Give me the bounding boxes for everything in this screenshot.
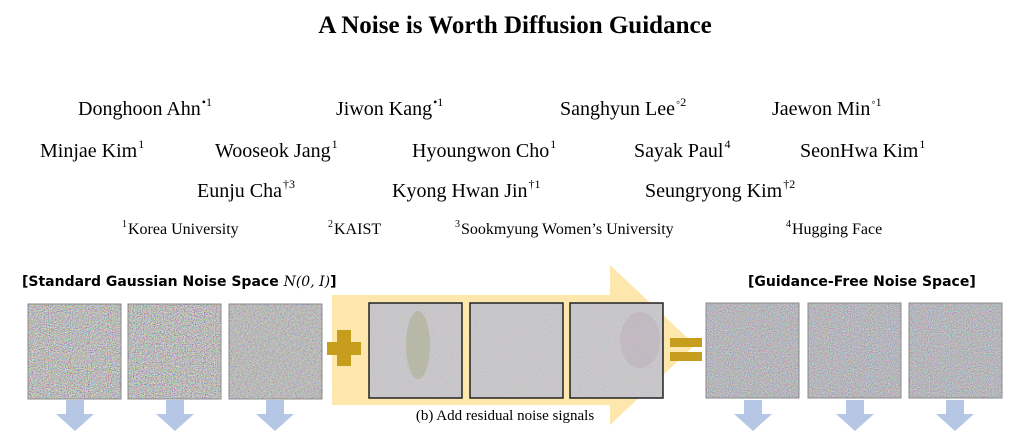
figure-caption: (b) Add residual noise signals xyxy=(415,408,595,424)
guidance-free-tile-2 xyxy=(808,303,901,398)
author-hyoungwon-cho: Hyoungwon Cho$^1$ xyxy=(412,137,557,162)
down-arrow-icon xyxy=(734,400,772,431)
gaussian-noise-tile-2 xyxy=(128,304,221,399)
paper-title: A Noise is Worth Diffusion Guidance xyxy=(318,12,712,39)
author-wooseok-jang: Wooseok Jang$^1$ xyxy=(215,137,338,162)
author-jaewon-min: Jaewon Min$^{◦1}$ xyxy=(772,95,882,120)
affiliation-3: $^3$Sookmyung Women’s University xyxy=(455,219,674,238)
guidance-free-tile-1 xyxy=(706,303,799,398)
guidance-free-tile-3 xyxy=(909,303,1002,398)
author-kyong-hwan-jin: Kyong Hwan Jin$^{\dagger 1}$ xyxy=(392,177,541,202)
author-eunju-cha: Eunju Cha$^{\dagger 3}$ xyxy=(197,177,295,202)
author-minjae-kim: Minjae Kim$^1$ xyxy=(40,137,145,162)
author-donghoon-ahn: Donghoon Ahn$^{•1}$ xyxy=(78,95,212,120)
residual-tile-2 xyxy=(470,303,563,398)
gaussian-noise-tile-1 xyxy=(28,304,121,399)
residual-shade-hint xyxy=(620,312,660,368)
affiliation-2: $^2$KAIST xyxy=(328,219,382,238)
author-seonhwa-kim: SeonHwa Kim$^1$ xyxy=(800,137,926,162)
author-seungryong-kim: Seungryong Kim$^{\dagger 2}$ xyxy=(645,177,796,202)
down-arrow-icon xyxy=(836,400,874,431)
down-arrow-icon xyxy=(256,400,294,431)
author-jiwon-kang: Jiwon Kang$^{•1}$ xyxy=(336,95,444,120)
down-arrow-icon xyxy=(56,400,94,431)
down-arrow-icon xyxy=(936,400,974,431)
affiliation-4: $^4$Hugging Face xyxy=(786,219,883,238)
author-sayak-paul: Sayak Paul$^4$ xyxy=(634,137,731,162)
down-arrow-icon xyxy=(156,400,194,431)
guidance-free-space-label: [Guidance-Free Noise Space] xyxy=(748,274,976,290)
gaussian-noise-tile-3 xyxy=(229,304,322,399)
gaussian-space-label: [Standard Gaussian Noise Space N(0, I)] xyxy=(22,274,337,290)
affiliation-1: $^1$Korea University xyxy=(122,219,239,238)
author-sanghyun-lee: Sanghyun Lee$^{◦2}$ xyxy=(560,95,687,120)
residual-figure-hint xyxy=(406,311,430,379)
